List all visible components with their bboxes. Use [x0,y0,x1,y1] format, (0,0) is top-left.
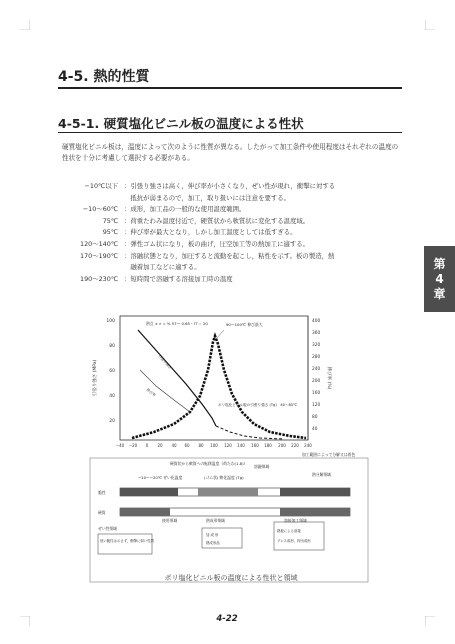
right-tick: 240 [312,367,321,372]
property-desc: ：荷重たわみ温度付近で，硬質状から軟質状に変化する温度域。 [124,216,310,225]
intro-paragraph: 硬質塩化ビニル板は，温度によって次のように性質が異なる。したがって加工条件や使用程度はそれぞれの温度の性状を十分に考慮して選択する必要がある。 [62,143,399,162]
x-tick: 20 [157,443,163,448]
band-melt [280,488,350,496]
label-melt-range: 溶融領域 [254,464,270,469]
property-temp: 120〜140℃ [80,239,118,248]
x-axis-ticks [116,443,312,448]
subsection-rule [58,132,402,133]
right-tick: 280 [312,355,321,360]
x-tick: 120 [224,443,232,448]
left-tick: 60 [109,369,115,374]
property-temp: −10℃以下 [84,182,118,190]
property-desc: ：弾性ゴム状になり，板の曲げ，圧空加工等の熱加工に適する。 [124,239,310,248]
property-row [56,227,402,239]
property-row [56,216,402,228]
box-mid1: 加 成 形 [206,533,219,537]
row1-label: 脆性 [98,490,106,495]
annotation-strength: 引張り強さ [157,353,173,371]
property-desc: ：溶融状態となり，加圧すると流動を起こし，粘性を示す。板の製造，熱 [124,251,335,260]
property-temp: −10〜60℃ [82,205,118,214]
property-temp: 95℃ [102,228,118,237]
right-tick: 200 [312,379,321,384]
left-tick: 40 [109,394,115,399]
x-tick: 220 [291,443,299,448]
right-axis-ticks [312,318,320,432]
figure-caption: ポリ塩化ビニル板の温度による性状と領域 [164,574,298,582]
property-temp [56,193,124,205]
right-tick: 120 [312,403,321,408]
property-desc: 抵抗が弱まるので，加工，取り扱いには注意を要する。 [124,193,291,202]
right-tick: 320 [312,343,321,348]
x-tick: −40 [115,443,125,448]
subsection-title: 4-5-1. 硬質塩化ビニル板の温度による性状 [58,116,304,131]
x-tick: 180 [264,443,272,448]
left-tick: 100 [106,319,115,324]
region-diagram [92,452,364,573]
property-desc: 融着加工などに適する。 [124,263,201,272]
property-temp: 75℃ [102,216,118,225]
box-right1: 熱板による溶接 [277,529,301,533]
temperature-property-figure [84,308,374,590]
chapter-tab [424,246,455,312]
box-left-text: 低い脆性は示さず，衝撃に弱い性質 [100,539,154,543]
x-tick: 100 [210,443,218,448]
annotation-elongation: 伸び率 [145,387,157,398]
right-axis-label: 伸び率 (%) [326,366,331,390]
x-tick: 0 [145,443,149,448]
label-process-high: 加工範囲によって分解又は着色 [302,452,356,457]
annotation-peak: 90〜100℃ 伸び最大 [226,322,263,327]
region-use: 使用領域 [162,518,178,523]
label-thermal-decomp: 熱分解領域 [312,472,331,477]
x-tick: −20 [128,443,138,448]
region-thermoform: 熱成形領域 [206,518,225,523]
left-tick: 20 [109,419,115,424]
crop-mark-bottom-right [425,616,435,626]
box-right2: プレス成形，押出成形 [277,539,311,543]
region-weld: 溶接加工領域 [284,518,307,523]
band-brittle [120,488,178,496]
page-number: 4-22 [216,614,238,624]
label-brittle: −10〜−20℃ ぜい化温度 [138,475,183,480]
right-tick: 360 [312,331,321,336]
property-row [56,262,402,274]
crop-mark-bottom-left [20,616,30,626]
band-soft [198,488,258,496]
x-tick: 60 [184,443,190,448]
left-tick: 80 [109,344,115,349]
annotation-top-left: 熱点 ± ε = % 57〜 0.65・ΓΓ＝ 20 [146,321,208,326]
property-temp: 170〜190℃ [80,251,118,260]
label-transition: 硬質状から軟質への転移温度（荷たわ(1.8)） [170,461,248,466]
region-brittle: ぜい性領域 [98,526,117,531]
property-row [56,251,402,263]
left-axis-label: 引張り強さ (MPa) [93,359,98,397]
band2-weld [280,508,350,516]
x-tick: 140 [237,443,245,448]
x-tick: 80 [198,443,204,448]
x-tick: 240 [304,443,312,448]
property-temp [56,262,124,274]
property-desc: ：成形，加工品の一般的な使用温度範囲。 [124,205,246,214]
label-use-range: (ゴム状) 軟化温度 (Tg) [204,475,244,480]
band2-brittle [120,508,170,516]
chapter-tab-suffix: 章 [433,286,446,301]
crop-mark-top-right [425,20,435,30]
annotation-curve-label: ポリ塩化ビニル板の引張り強さ (Tg) 40〜85℃ [218,403,298,407]
section-rule [58,87,402,89]
property-desc: ：短時間で溶融する溶接加工時の温度 [124,274,233,283]
property-desc: ：引張り強さは高く，伸び率が小さくなり，ぜい性が現れ，衝撃に対する [124,182,336,190]
left-axis-ticks [106,318,115,424]
property-list [56,181,402,285]
property-row [56,193,402,205]
row2-label: 硬質 [98,510,106,515]
right-tick: 80 [312,415,318,420]
crop-mark-top-left [20,20,30,30]
section-title: 4-5. 熱的性質 [58,69,150,85]
property-desc: ：伸び率が最大となり，しかし加工温度としては低すぎる。 [124,228,297,237]
right-tick: 400 [312,319,321,324]
property-row [56,274,402,286]
chapter-tab-number: 4 [435,271,444,286]
right-tick: 160 [312,391,321,396]
property-row [56,204,402,216]
x-tick: 160 [251,443,259,448]
x-tick: 200 [278,443,286,448]
x-tick: 40 [171,443,177,448]
property-row [56,239,402,251]
chapter-tab-prefix: 第 [433,256,446,271]
property-temp: 190〜230℃ [80,274,118,283]
right-tick: 40 [312,427,318,432]
elongation-curve [132,336,306,438]
box-mid2: 熱成形品 [206,541,220,545]
property-row [56,181,402,193]
